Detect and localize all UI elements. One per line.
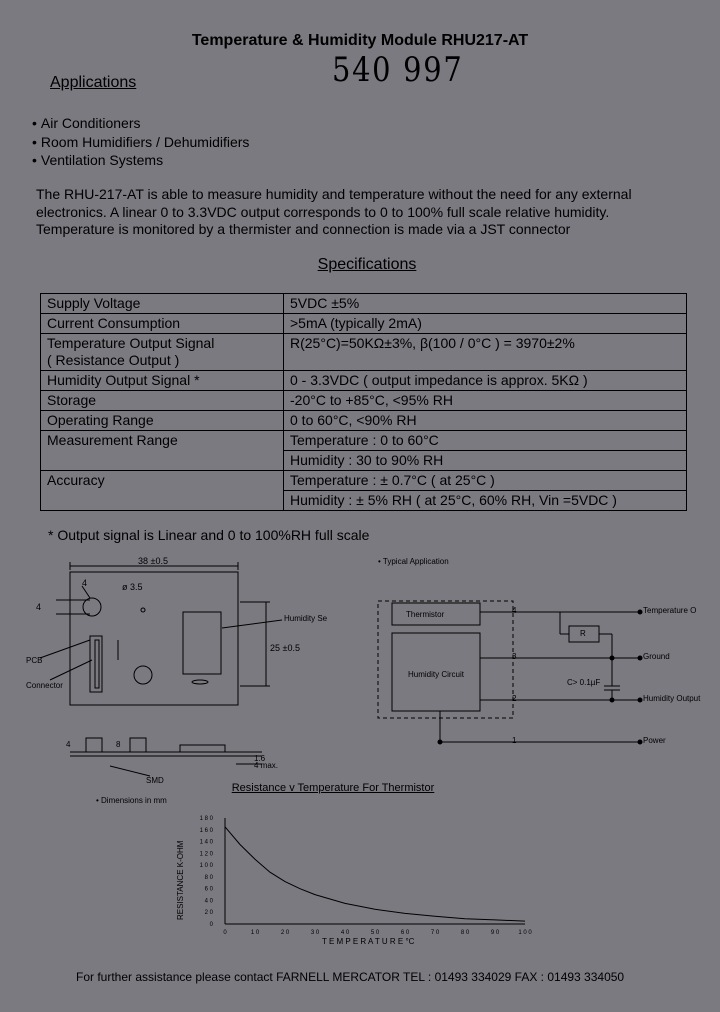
dim-4-label: 4: [36, 602, 42, 612]
resistor-label: R: [580, 629, 586, 638]
applications-heading: Applications: [50, 74, 137, 91]
spec-param: Measurement Range: [41, 431, 284, 471]
list-item: • Room Humidifiers / Dehumidifiers: [32, 133, 249, 152]
spec-value: 5VDC ±5%: [284, 294, 687, 314]
width-dimension: 38 ±0.5: [138, 556, 168, 566]
side-dim-b: 8: [116, 740, 121, 749]
spec-value: >5mA (typically 2mA): [284, 314, 687, 334]
list-item: • Air Conditioners: [32, 114, 249, 133]
footer-contact: For further assistance please contact FARNELL MERCATOR TEL : 01493 334029 FAX : 01493 334050: [76, 970, 625, 984]
spec-value: R(25°C)=50KΩ±3%, β(100 / 0°C ) = 3970±2%: [284, 334, 687, 371]
spec-value: Humidity : 30 to 90% RH: [284, 451, 687, 471]
x-tick-label: 1 0: [250, 930, 260, 936]
spec-param: Storage: [41, 391, 284, 411]
typical-application-heading: • Typical Application: [378, 557, 449, 566]
dim-4-label: 4: [82, 578, 88, 588]
smd-label: SMD: [146, 776, 164, 785]
y-tick-label: 6 0: [204, 886, 213, 893]
spec-footnote: * Output signal is Linear and 0 to 100%RH full scale: [48, 527, 370, 543]
chart-xlabel: T E M P E R A T U R E °C: [322, 937, 415, 946]
output-label: Humidity Output: [643, 694, 701, 703]
description-paragraph: The RHU-217-AT is able to measure humidity and temperature without the need for any external electronics. A linear 0 to 3.3VDC output corresponds to 0 to 100% full scale relative humidity. Temperature is monitored by a thermister and connection is made via a JST connector: [36, 186, 632, 237]
height-dimension: 25 ±0.5: [270, 643, 300, 653]
spec-value: Temperature : 0 to 60°C: [284, 431, 687, 451]
output-label: Temperature O: [643, 606, 697, 615]
x-tick-label: 4 0: [340, 930, 350, 936]
thermistor-label: Thermistor: [406, 610, 445, 619]
pin-label: 3: [512, 652, 517, 661]
spec-param: Humidity Output Signal *: [41, 371, 284, 391]
x-tick-label: 6 0: [400, 930, 410, 936]
y-tick-label: 0: [209, 922, 213, 928]
x-tick-label: 9 0: [490, 930, 500, 936]
pcb-label: PCB: [26, 656, 43, 665]
dim-1-6-label: 1.6: [254, 754, 266, 763]
pin-label: 4: [512, 606, 517, 615]
y-tick-label: 1 8 0: [199, 816, 213, 822]
y-tick-label: 4 0: [204, 898, 213, 905]
spec-param: Temperature Output Signal ( Resistance Output ): [41, 334, 284, 371]
spec-param: Supply Voltage: [41, 294, 284, 314]
capacitor-label: C> 0.1µF: [567, 678, 601, 687]
handwritten-stock-number: 540 997: [332, 50, 464, 90]
output-label: Power: [643, 736, 666, 745]
spec-value: Temperature : ± 0.7°C ( at 25°C ): [284, 471, 687, 491]
x-tick-label: 8 0: [460, 930, 470, 936]
hole-dimension: ø 3.5: [122, 582, 143, 592]
pin-label: 2: [512, 694, 517, 703]
spec-param: Accuracy: [41, 471, 284, 511]
x-tick-label: 3 0: [310, 930, 320, 936]
spec-value: 0 to 60°C, <90% RH: [284, 411, 687, 431]
humidity-circuit-label: Humidity Circuit: [408, 670, 465, 679]
y-tick-label: 2 0: [204, 910, 213, 917]
specifications-heading: Specifications: [317, 256, 417, 273]
y-tick-label: 8 0: [204, 874, 213, 881]
spec-value: -20°C to +85°C, <95% RH: [284, 391, 687, 411]
dimensions-note: • Dimensions in mm: [96, 796, 167, 805]
x-tick-label: 5 0: [370, 930, 380, 936]
pin-label: 1: [512, 736, 517, 745]
y-tick-label: 1 6 0: [199, 827, 213, 834]
chart-ylabel: RESISTANCE K-OHM: [176, 840, 185, 920]
spec-param: Operating Range: [41, 411, 284, 431]
chart-title: Resistance v Temperature For Thermistor: [231, 782, 435, 794]
dim-4max-label: 4 max.: [254, 761, 279, 770]
y-tick-label: 1 0 0: [199, 863, 213, 870]
y-tick-label: 1 2 0: [199, 851, 213, 858]
humidity-sensor-label: Humidity Se: [284, 614, 328, 623]
series-line-thermistor: [225, 827, 525, 921]
side-dim-a: 4: [66, 740, 71, 749]
spec-param: Current Consumption: [41, 314, 284, 334]
spec-value: 0 - 3.3VDC ( output impedance is approx. 5KΩ ): [284, 371, 687, 391]
x-tick-label: 7 0: [430, 930, 440, 936]
spec-value: Humidity : ± 5% RH ( at 25°C, 60% RH, Vin =5VDC ): [284, 491, 687, 511]
x-tick-label: 2 0: [280, 930, 290, 936]
output-label: Ground: [643, 652, 670, 661]
list-item: • Ventilation Systems: [32, 151, 249, 170]
x-tick-label: 0: [223, 930, 227, 936]
x-tick-label: 1 0 0: [518, 930, 532, 936]
page-title: Temperature & Humidity Module RHU217-AT: [191, 32, 529, 49]
connector-label: Connector: [26, 681, 63, 690]
y-tick-label: 1 4 0: [199, 839, 213, 846]
